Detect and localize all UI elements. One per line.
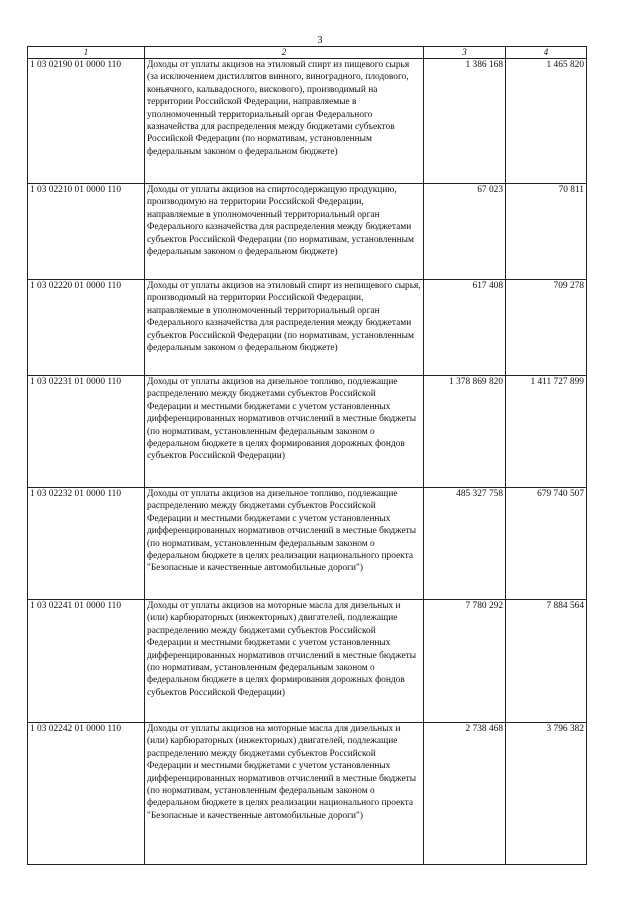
budget-code: 1 03 02220 01 0000 110: [28, 280, 145, 376]
table-row: [28, 376, 587, 488]
budget-code: 1 03 02231 01 0000 110: [28, 376, 145, 488]
revenue-description: Доходы от уплаты акцизов на этиловый спирт из непищевого сырья, производимый на территории Российской Федерации, направляемые в уполномоченный территориальный орган Федерального казначейства для распределения между бюджетами субъектов Российской Федерации (по нормативам, установленным федеральным законом о федеральном бюджете): [145, 280, 424, 376]
amount-value-1: 1 386 168: [424, 59, 506, 184]
amount-value-1: 2 738 468: [424, 723, 506, 865]
amount-value-1: 485 327 758: [424, 488, 506, 600]
amount-value-2: 1 465 820: [506, 59, 587, 184]
table-row: [28, 723, 587, 865]
amount-value-1: 7 780 292: [424, 600, 506, 723]
amount-value-2: 709 278: [506, 280, 587, 376]
amount-value-2: 1 411 727 899: [506, 376, 587, 488]
revenue-description: Доходы от уплаты акцизов на дизельное топливо, подлежащие распределению между бюджетами субъектов Российской Федерации и местными бюджетами с учетом установленных дифференцированных нормативов отчислений в местные бюджеты (по нормативам, установленным федеральным законом о федеральном бюджете в целях формирования дорожных фондов субъектов Российской Федерации): [145, 376, 424, 488]
column-header-value-2: 4: [506, 47, 587, 59]
page-number: 3: [317, 35, 323, 46]
column-header-description: 2: [145, 47, 424, 59]
amount-value-2: 7 884 564: [506, 600, 587, 723]
budget-code: 1 03 02190 01 0000 110: [28, 59, 145, 184]
amount-value-2: 3 796 382: [506, 723, 587, 865]
budget-code: 1 03 02210 01 0000 110: [28, 184, 145, 280]
column-header-code: 1: [28, 47, 145, 59]
amount-value-1: 617 408: [424, 280, 506, 376]
revenue-description: Доходы от уплаты акцизов на моторные масла для дизельных и (или) карбюраторных (инжекторных) двигателей, подлежащие распределению между бюджетами субъектов Российской Федерации и местными бюджетами с учетом установленных дифференцированных нормативов отчислений в местные бюджеты (по нормативам, установленным федеральным законом о федеральном бюджете в целях формирования дорожных фондов субъектов Российской Федерации): [145, 600, 424, 723]
revenue-description: Доходы от уплаты акцизов на моторные масла для дизельных и (или) карбюраторных (инжекторных) двигателей, подлежащие распределению между бюджетами субъектов Российской Федерации и местными бюджетами с учетом установленных дифференцированных нормативов отчислений в местные бюджеты (по нормативам, установленным федеральным законом о федеральном бюджете в целях реализации национального проекта "Безопасные и качественные автомобильные дороги"): [145, 723, 424, 865]
revenue-description: Доходы от уплаты акцизов на дизельное топливо, подлежащие распределению между бюджетами субъектов Российской Федерации и местными бюджетами с учетом установленных дифференцированных нормативов отчислений в местные бюджеты (по нормативам, установленным федеральным законом о федеральном бюджете в целях реализации национального проекта "Безопасные и качественные автомобильные дороги"): [145, 488, 424, 600]
table-row: [28, 59, 587, 184]
amount-value-2: 70 811: [506, 184, 587, 280]
table-row: [28, 488, 587, 600]
amount-value-1: 1 378 869 820: [424, 376, 506, 488]
amount-value-1: 67 023: [424, 184, 506, 280]
header-row: [28, 47, 587, 59]
column-header-value-1: 3: [424, 47, 506, 59]
revenue-description: Доходы от уплаты акцизов на этиловый спирт из пищевого сырья (за исключением дистиллятов винного, виноградного, плодового, коньячного, кальвадосного, вискового), производимый на территории Российской Федерации, направляемые в уполномоченный территориальный орган Федерального казначейства для распределения между бюджетами субъектов Российской Федерации (по нормативам, установленным федеральным законом о федеральном бюджете): [145, 59, 424, 184]
budget-code: 1 03 02241 01 0000 110: [28, 600, 145, 723]
table-row: [28, 600, 587, 723]
revenue-table: [27, 46, 587, 865]
table-row: [28, 280, 587, 376]
table-row: [28, 184, 587, 280]
budget-code: 1 03 02242 01 0000 110: [28, 723, 145, 865]
amount-value-2: 679 740 507: [506, 488, 587, 600]
revenue-description: Доходы от уплаты акцизов на спиртосодержащую продукцию, производимую на территории Российской Федерации, направляемые в уполномоченный территориальный орган Федерального казначейства для распределения между бюджетами субъектов Российской Федерации (по нормативам, установленным федеральным законом о федеральном бюджете): [145, 184, 424, 280]
budget-code: 1 03 02232 01 0000 110: [28, 488, 145, 600]
